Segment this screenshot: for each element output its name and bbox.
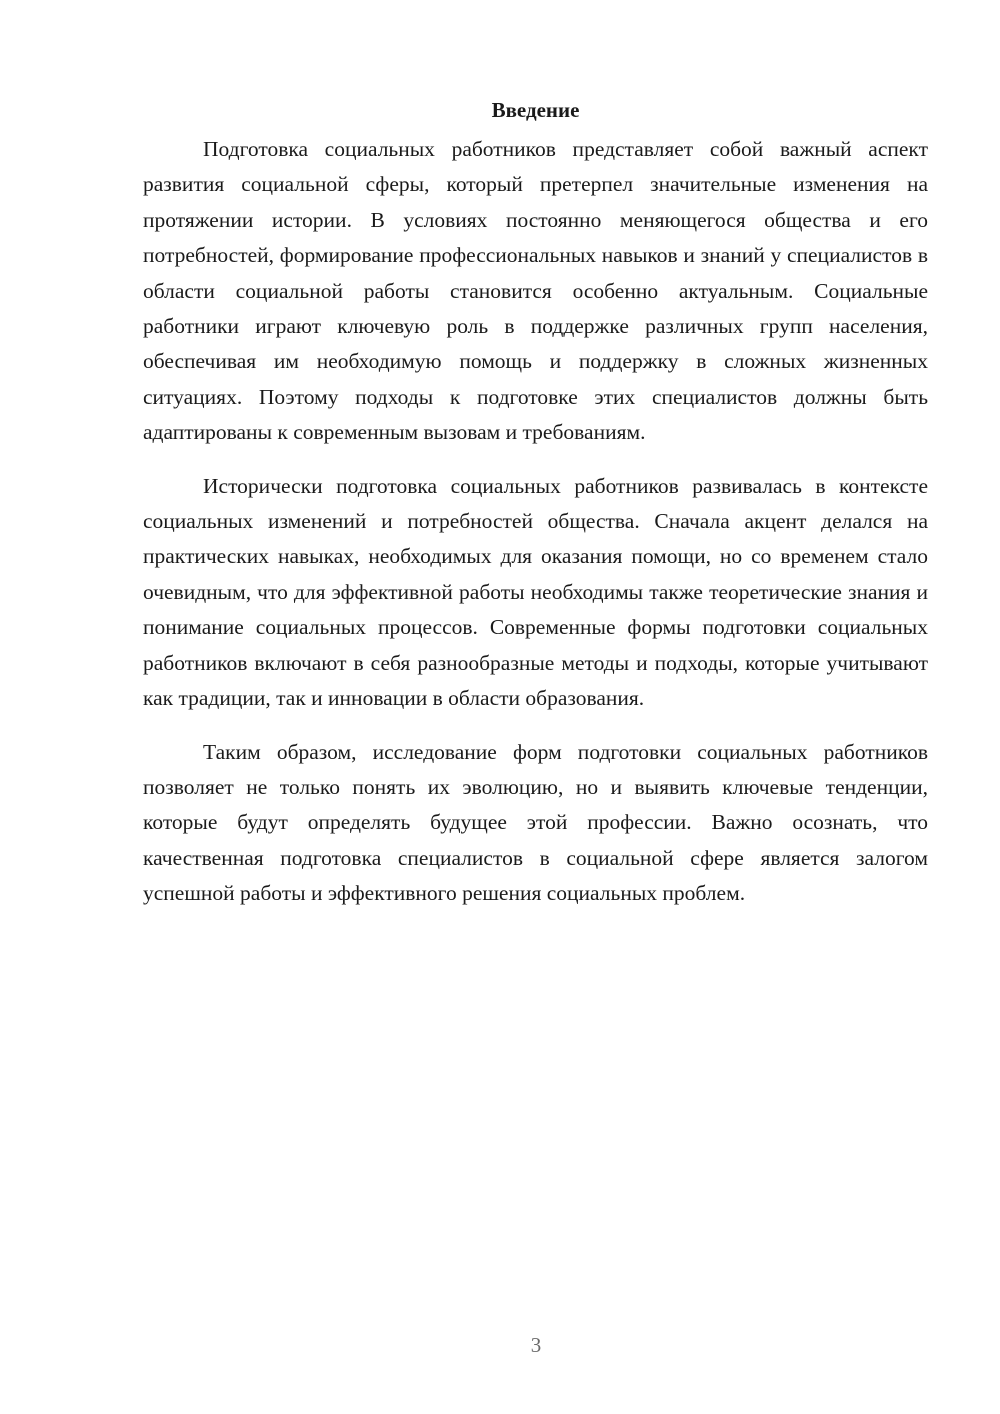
section-title: Введение	[491, 98, 580, 122]
paragraph-2: Исторически подготовка социальных работников развивалась в контексте социальных изменений и потребностей общества. Сначала акцент делался на практических навыках, необходимых для оказания помощи, но со временем стало очевидным, что для эффективной работы необходимы также теоретические знания и понимание социальных процессов. Современные формы подготовки социальных работников включают в себя разнообразные методы и подходы, которые учитывают как традиции, так и инновации в области образования.	[143, 473, 928, 711]
page-number: 3	[530, 1333, 542, 1357]
page-content	[143, 92, 928, 930]
paragraph-3: Таким образом, исследование форм подготовки социальных работников позволяет не только понять их эволюцию, но и выявить ключевые тенденции, которые будут определять будущее этой профессии. Важно осознать, что качественная подготовка специалистов в социальной сфере является залогом успешной работы и эффективного решения социальных проблем.	[143, 739, 928, 906]
paragraph-1: Подготовка социальных работников представляет собой важный аспект развития социальной сферы, который претерпел значительные изменения на протяжении истории. В условиях постоянно меняющегося общества и его потребностей, формирование профессиональных навыков и знаний у специалистов в области социальной работы становится особенно актуальным. Социальные работники играют ключевую роль в поддержке различных групп населения, обеспечивая им необходимую помощь и поддержку в сложных жизненных ситуациях. Поэтому подходы к подготовке этих специалистов должны быть адаптированы к современным вызовам и требованиям.	[143, 137, 928, 445]
